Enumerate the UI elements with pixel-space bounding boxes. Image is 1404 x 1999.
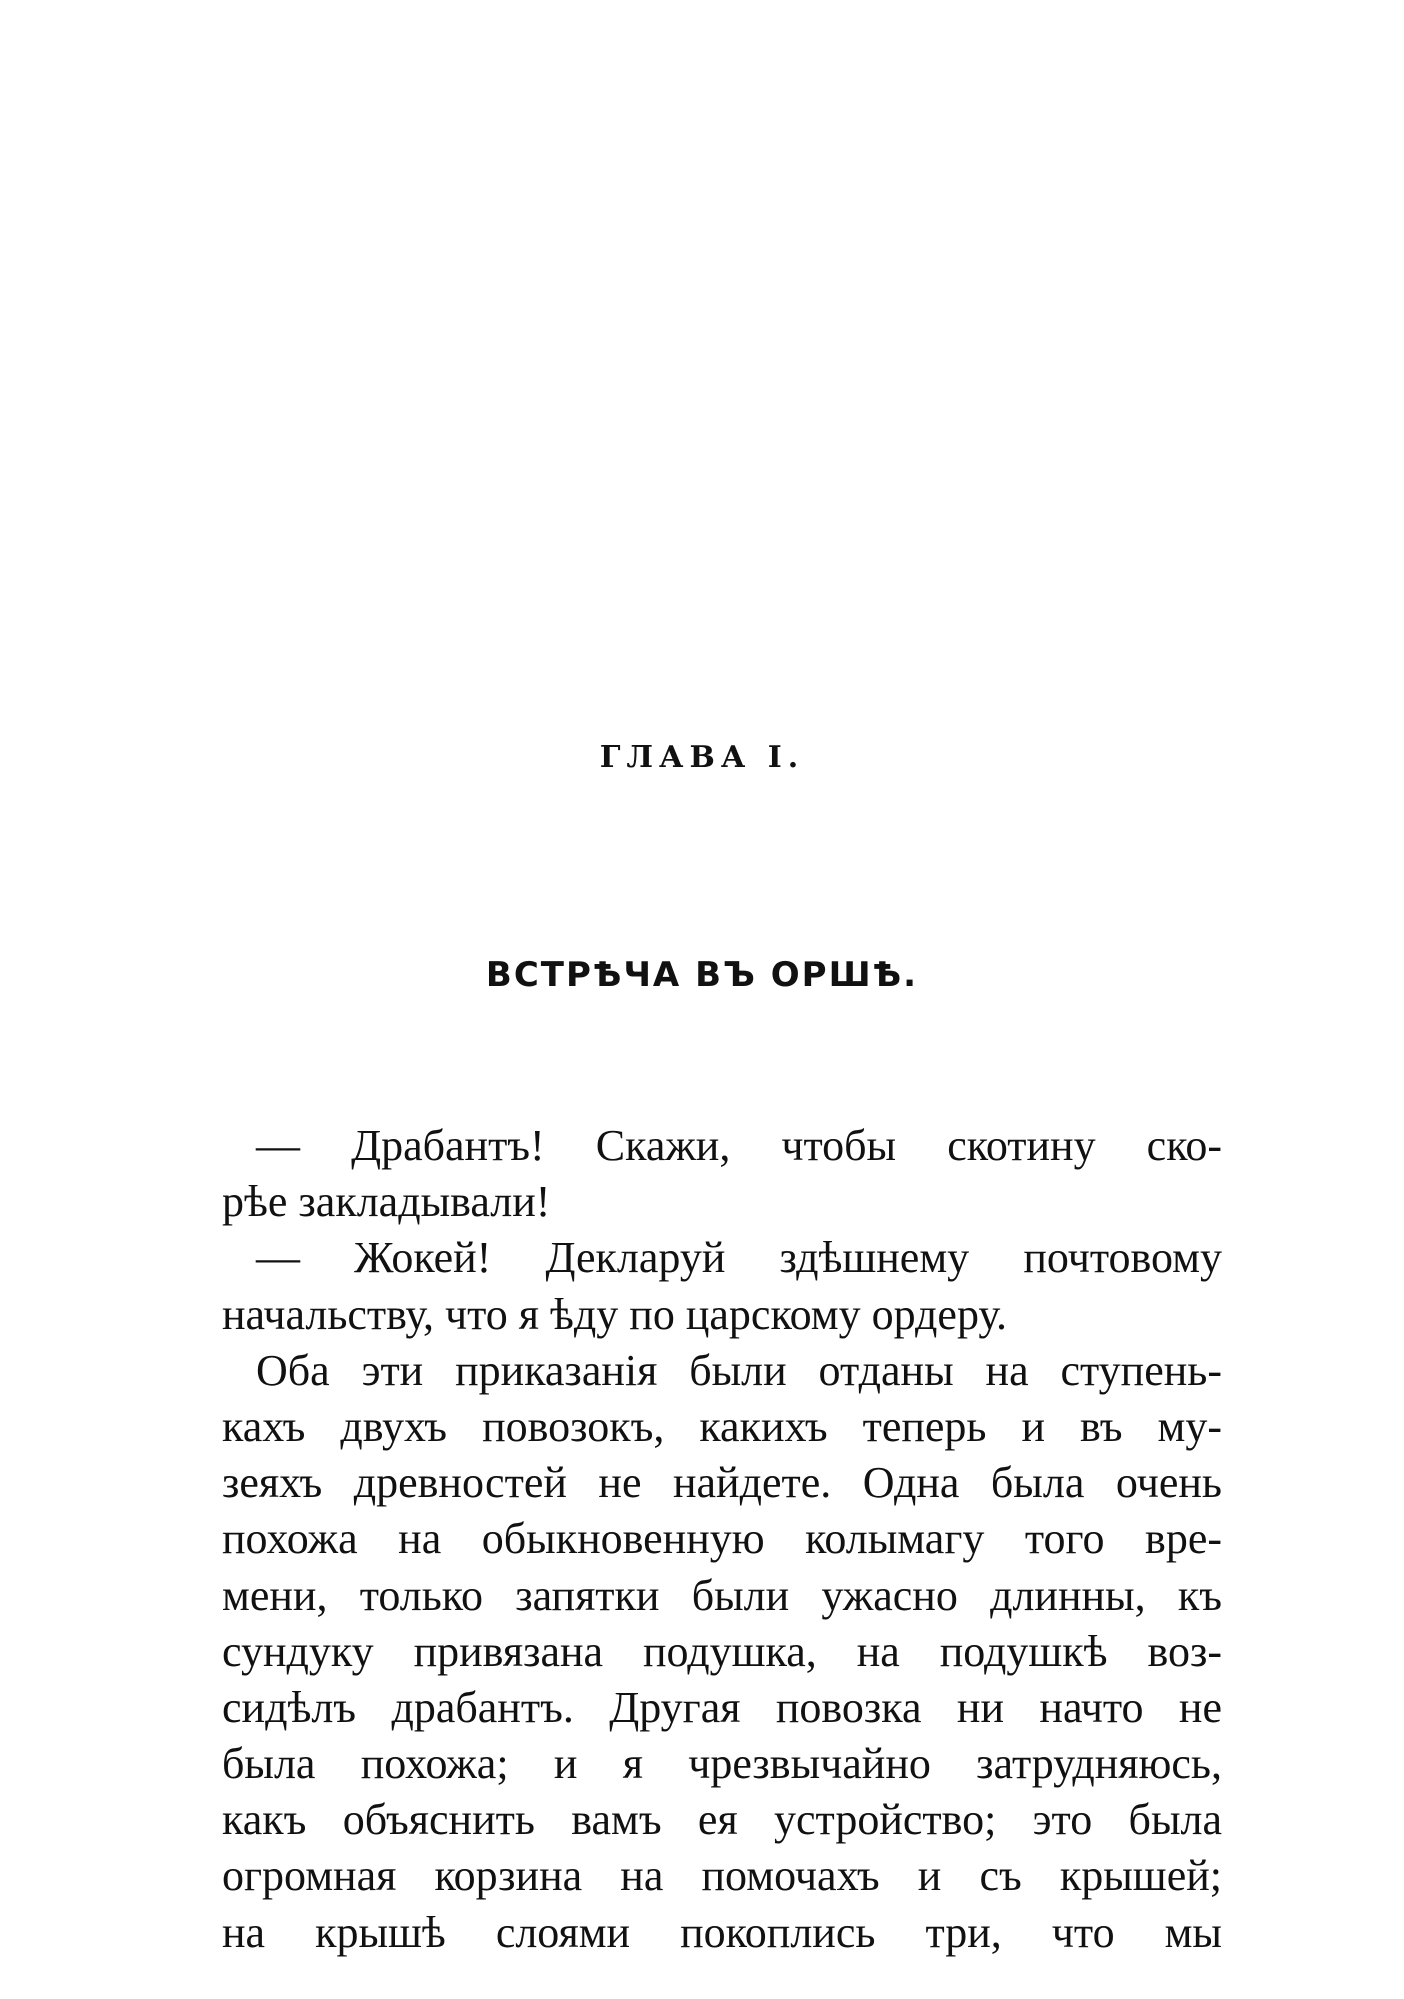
text-line: начальству, что я ѣду по царскому ордеру.	[222, 1289, 1007, 1339]
text-line: — Жокей! Декларуй здѣшнему почтовому	[256, 1233, 1222, 1283]
text-line: зеяхъ древностей не найдете. Одна была очень	[222, 1458, 1222, 1508]
text-line: рѣе закладывали!	[222, 1177, 551, 1227]
chapter-number: ГЛАВА I.	[599, 740, 805, 775]
text-line: — Драбантъ! Скажи, чтобы скотину ско-	[256, 1121, 1222, 1170]
text-line: на крышѣ слоями покоплись три, что мы	[222, 1907, 1222, 1957]
text-line: какъ объяснить вамъ ея устройство; это была	[222, 1795, 1222, 1845]
text-line: похожа на обыкновенную колымагу того вре-	[222, 1514, 1222, 1564]
chapter-title: ВСТРѢЧА ВЪ ОРШѢ.	[485, 955, 919, 995]
text-line: была похожа; и я чрезвычайно затрудняюсь,	[222, 1739, 1222, 1789]
body-text	[222, 1118, 1222, 1961]
text-line: огромная корзина на помочахъ и съ крышей;	[222, 1851, 1222, 1901]
text-line: сундуку привязана подушка, на подушкѣ воз-	[222, 1626, 1222, 1676]
text-line: мени, только запятки были ужасно длинны, къ	[222, 1570, 1222, 1620]
text-line: кахъ двухъ повозокъ, какихъ теперь и въ му-	[222, 1401, 1222, 1451]
text-line: сидѣлъ драбантъ. Другая повозка ни начто не	[222, 1682, 1222, 1732]
text-line: Оба эти приказанія были отданы на ступень-	[256, 1345, 1222, 1395]
